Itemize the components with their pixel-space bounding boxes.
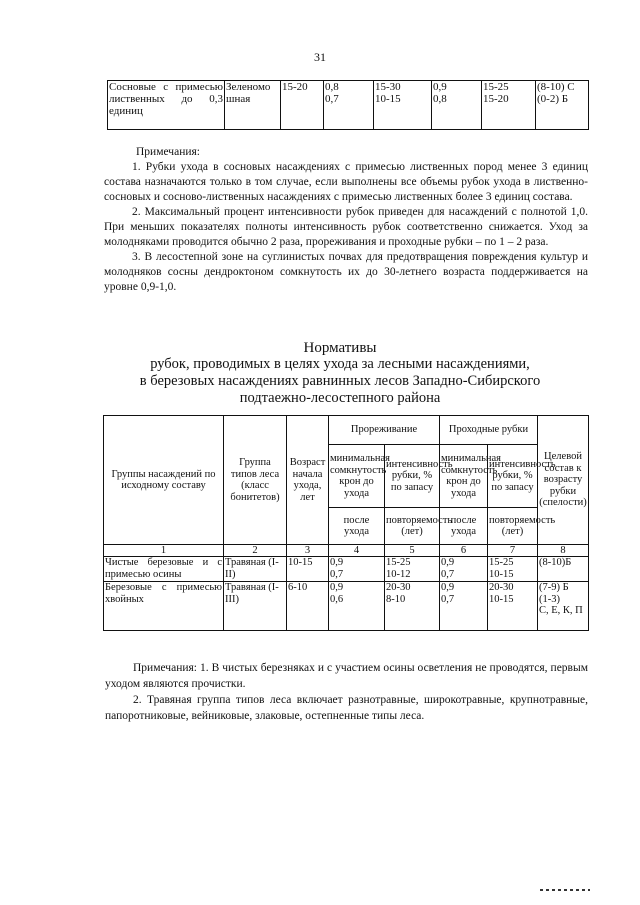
table-cell: 0,9 0,7 <box>440 557 488 582</box>
column-number: 4 <box>329 545 385 557</box>
column-number: 5 <box>385 545 440 557</box>
table-cell: Травяная (I-II) <box>224 557 287 582</box>
table-cell: Чистые березовые и с примесью осины <box>105 557 222 580</box>
section-subtitle: в березовых насаждениях равнинных лесов Западно-Сибирского <box>139 373 541 389</box>
section-subtitle: подтаежно-лесостепного района <box>239 390 441 406</box>
header-target: Целевой состав к возрасту рубки (спелости) <box>538 416 589 545</box>
header-repeat2: повторяемость (лет) <box>488 508 538 545</box>
header-thinning: Прореживание <box>329 416 440 445</box>
table-cell: 0,9 0,7 <box>329 557 385 582</box>
footer-dotted-line <box>540 889 590 891</box>
header-after2: после ухода <box>440 508 488 545</box>
header-repeat: повторяемость (лет) <box>385 508 440 545</box>
note-item: Примечания: 1. В чистых березняках и с участием осины осветления не проводятся, первым уходом являются прочистки. <box>105 662 588 690</box>
table-cell: 0,9 0,8 <box>432 81 482 130</box>
notes2-section <box>105 660 588 724</box>
table-cell: 15-25 10-15 <box>488 557 538 582</box>
header-forest-type: Группа типов леса (класс бонитетов) <box>224 416 287 545</box>
column-number: 6 <box>440 545 488 557</box>
table-cell: 15-25 15-20 <box>482 81 536 130</box>
table-cell: 20-30 8-10 <box>385 582 440 631</box>
table-cell: (7-9) Б (1-3) С, Е, К, П <box>538 582 589 631</box>
header-age: Возраст начала ухода, лет <box>287 416 329 545</box>
table-cell: 0,9 0,6 <box>329 582 385 631</box>
header-intensity: интенсивность рубки, % по запасу <box>385 445 440 508</box>
note-item: 2. Максимальный процент интенсивности рубок приведен для насаждений с полнотой 1,0. При меньших показателях полноты интенсивность рубок соответственно снижается. Уход за молодняками проводится обычно 2 раза, прореживания и проходные рубки – по 1 – 2 раза. <box>104 206 588 248</box>
column-number-row <box>104 545 589 557</box>
table-cell: 15-30 10-15 <box>374 81 432 130</box>
table-cell: 15-25 10-12 <box>385 557 440 582</box>
section-title: Нормативы <box>303 340 377 356</box>
table-cell: Зеленомо шная <box>225 81 281 130</box>
column-number: 2 <box>224 545 287 557</box>
notes-section <box>104 145 588 295</box>
header-min-density: минимальная сомкнутость крон до ухода <box>329 445 385 508</box>
table-cell: (8-10)Б <box>538 557 589 582</box>
column-number: 8 <box>538 545 589 557</box>
header-min-density2: минимальная сомкнутость крон до ухода <box>440 445 488 508</box>
note-item: 3. В лесостепной зоне на суглинистых почвах для предотвращения повреждения культур и молодняков сосны дендроктоном сомкнутость их до 30-летнего возраста поддерживается на уровне 0,9-1,0. <box>104 251 588 293</box>
table-cell: 20-30 10-15 <box>488 582 538 631</box>
table-row <box>108 81 589 130</box>
column-number: 3 <box>287 545 329 557</box>
continuation-table <box>107 80 589 130</box>
norms-table <box>103 415 589 631</box>
column-number: 1 <box>104 545 224 557</box>
page-number: 31 <box>314 50 326 64</box>
note-item: 2. Травяная группа типов леса включает разнотравные, широкотравные, крупнотравные, папоротниковые, вейниковые, злаковые, остепненные типы леса. <box>105 694 588 722</box>
table-cell: Березовые с примесью хвойных <box>104 582 224 631</box>
table-cell: 6-10 <box>287 582 329 631</box>
table-cell: 0,8 0,7 <box>324 81 374 130</box>
table-row <box>104 557 589 582</box>
note-item: 1. Рубки ухода в сосновых насаждениях с примесью лиственных пород менее 3 единиц состава назначаются только в том случае, если выполнены все объемы рубок ухода в лиственно-сосновых и сосново-лиственных насаждениях с примесью лиственных более 3 единиц состава. <box>104 161 588 203</box>
section-subtitle: рубок, проводимых в целях ухода за лесными насаждениями, <box>150 356 530 372</box>
table-header-row <box>104 416 589 445</box>
column-number: 7 <box>488 545 538 557</box>
header-after: после ухода <box>329 508 385 545</box>
table-cell: 10-15 <box>287 557 329 582</box>
table-cell: Травяная (I-III) <box>224 582 287 631</box>
table-cell: 15-20 <box>281 81 324 130</box>
table-row <box>104 582 589 631</box>
header-groups: Группы насаждений по исходному составу <box>104 416 224 545</box>
table-cell: 0,9 0,7 <box>440 582 488 631</box>
header-intensity2: интенсивность рубки, % по запасу <box>488 445 538 508</box>
table-cell: Сосновые с примесью лиственных до 0,3 единиц <box>108 81 225 130</box>
table-cell: (8-10) С (0-2) Б <box>536 81 589 130</box>
notes-heading: Примечания: <box>136 146 200 158</box>
header-passing: Проходные рубки <box>440 416 538 445</box>
